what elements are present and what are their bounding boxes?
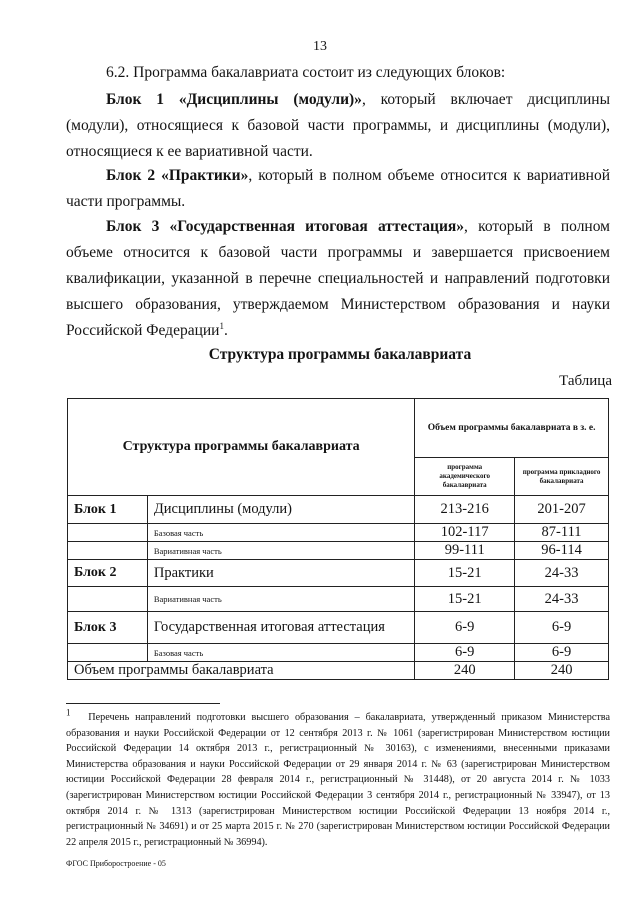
row-applied: 6-9	[515, 644, 609, 662]
header-applied: программа прикладного бакалавриата	[515, 458, 609, 496]
page-footer: ФГОС Приборостроение - 05	[66, 859, 166, 868]
footnote-divider	[66, 703, 220, 704]
row-academic: 6-9	[415, 612, 515, 644]
page-number: 13	[313, 39, 327, 54]
table-row	[68, 542, 609, 560]
row-name: Дисциплины (модули)	[147, 496, 414, 524]
row-name: Вариативная часть	[147, 542, 414, 560]
intro-paragraph: 6.2. Программа бакалавриата состоит из следующих блоков:	[106, 64, 506, 81]
header-volume: Объем программы бакалавриата в з. е.	[415, 399, 609, 458]
block2-paragraph	[66, 163, 610, 215]
table-heading: Структура программы бакалавриата	[208, 346, 472, 363]
total-academic: 240	[415, 662, 515, 680]
row-block: Блок 3	[68, 612, 148, 644]
row-block	[68, 587, 148, 612]
row-academic: 99-111	[415, 542, 515, 560]
block1-title: Блок 1 «Дисциплины (модули)»	[106, 91, 362, 108]
block3-text: , который в полном объеме относится к базовой части программы и завершается присвоением квалификации, указанной в перечне специальностей и направлений подготовки высшего образования, утверждаемом Министерством образования и науки Российской Федерации	[66, 218, 610, 339]
block1-text: , который включает дисциплины (модули), относящиеся к базовой части программы, и дисциплины (модули), относящиеся к ее вариативной части.	[66, 91, 610, 160]
row-applied: 96-114	[515, 542, 609, 560]
table-row	[68, 560, 609, 587]
row-academic: 6-9	[415, 644, 515, 662]
total-applied: 240	[515, 662, 609, 680]
table-total-row	[68, 662, 609, 680]
row-applied: 24-33	[515, 587, 609, 612]
row-block	[68, 524, 148, 542]
block3-title: Блок 3 «Государственная итоговая аттестация»	[106, 218, 465, 235]
row-block: Блок 1	[68, 496, 148, 524]
row-applied: 24-33	[515, 560, 609, 587]
row-name: Государственная итоговая аттестация	[147, 612, 414, 644]
block1-paragraph	[66, 87, 610, 165]
row-academic: 102-117	[415, 524, 515, 542]
header-structure: Структура программы бакалавриата	[68, 399, 415, 496]
block2-title: Блок 2 «Практики»	[106, 167, 249, 184]
row-applied: 87-111	[515, 524, 609, 542]
footnote	[66, 707, 610, 850]
row-academic: 15-21	[415, 560, 515, 587]
row-name: Практики	[147, 560, 414, 587]
table-row	[68, 524, 609, 542]
table-row	[68, 644, 609, 662]
row-name: Вариативная часть	[147, 587, 414, 612]
total-label: Объем программы бакалавриата	[68, 662, 415, 680]
block2-text: , который в полном объеме относится к вариативной части программы.	[66, 167, 610, 210]
row-block: Блок 2	[68, 560, 148, 587]
row-name: Базовая часть	[147, 644, 414, 662]
table-label: Таблица	[559, 373, 612, 389]
table-row	[68, 587, 609, 612]
program-structure-table	[67, 398, 609, 680]
header-academic: программа академического бакалавриата	[415, 458, 515, 496]
table-header-row	[68, 399, 609, 458]
footnote-reference: 1	[219, 320, 224, 331]
block3-paragraph	[66, 214, 610, 344]
row-academic: 213-216	[415, 496, 515, 524]
row-academic: 15-21	[415, 587, 515, 612]
row-block	[68, 644, 148, 662]
table-row	[68, 612, 609, 644]
row-applied: 201-207	[515, 496, 609, 524]
row-block	[68, 542, 148, 560]
row-name: Базовая часть	[147, 524, 414, 542]
block3-end: .	[223, 322, 228, 339]
footnote-text: Перечень направлений подготовки высшего образования – бакалавриата, утвержденный приказом Министерства образования и науки Российской Федерации от 12 сентября 2013 г. № 1061 (зарегистрирован Министерством юстиции Российской Федерации 14 октября 2013 г., регистрационный № 30163), с изменениями, внесенными приказами Министерства образования и науки Российской Федерации от 29 января 2014 г. № 63 (зарегистрирован Министерством юстиции Российской Федерации 28 февраля 2014 г., регистрационный № 31448), от 20 августа 2014 г. № 1033 (зарегистрирован Министерством юстиции Российской Федерации 3 сентября 2014 г., регистрационный № 33947), от 13 октября 2014 г. № 1313 (зарегистрирован Министерством юстиции Российской Федерации 13 ноября 2014 г., регистрационный № 34691) и от 25 марта 2015 г. № 270 (зарегистрирован Министерством юстиции Российской Федерации 22 апреля 2015 г., регистрационный № 36994).	[66, 712, 610, 848]
table-row	[68, 496, 609, 524]
footnote-mark: 1	[66, 707, 71, 718]
row-applied: 6-9	[515, 612, 609, 644]
